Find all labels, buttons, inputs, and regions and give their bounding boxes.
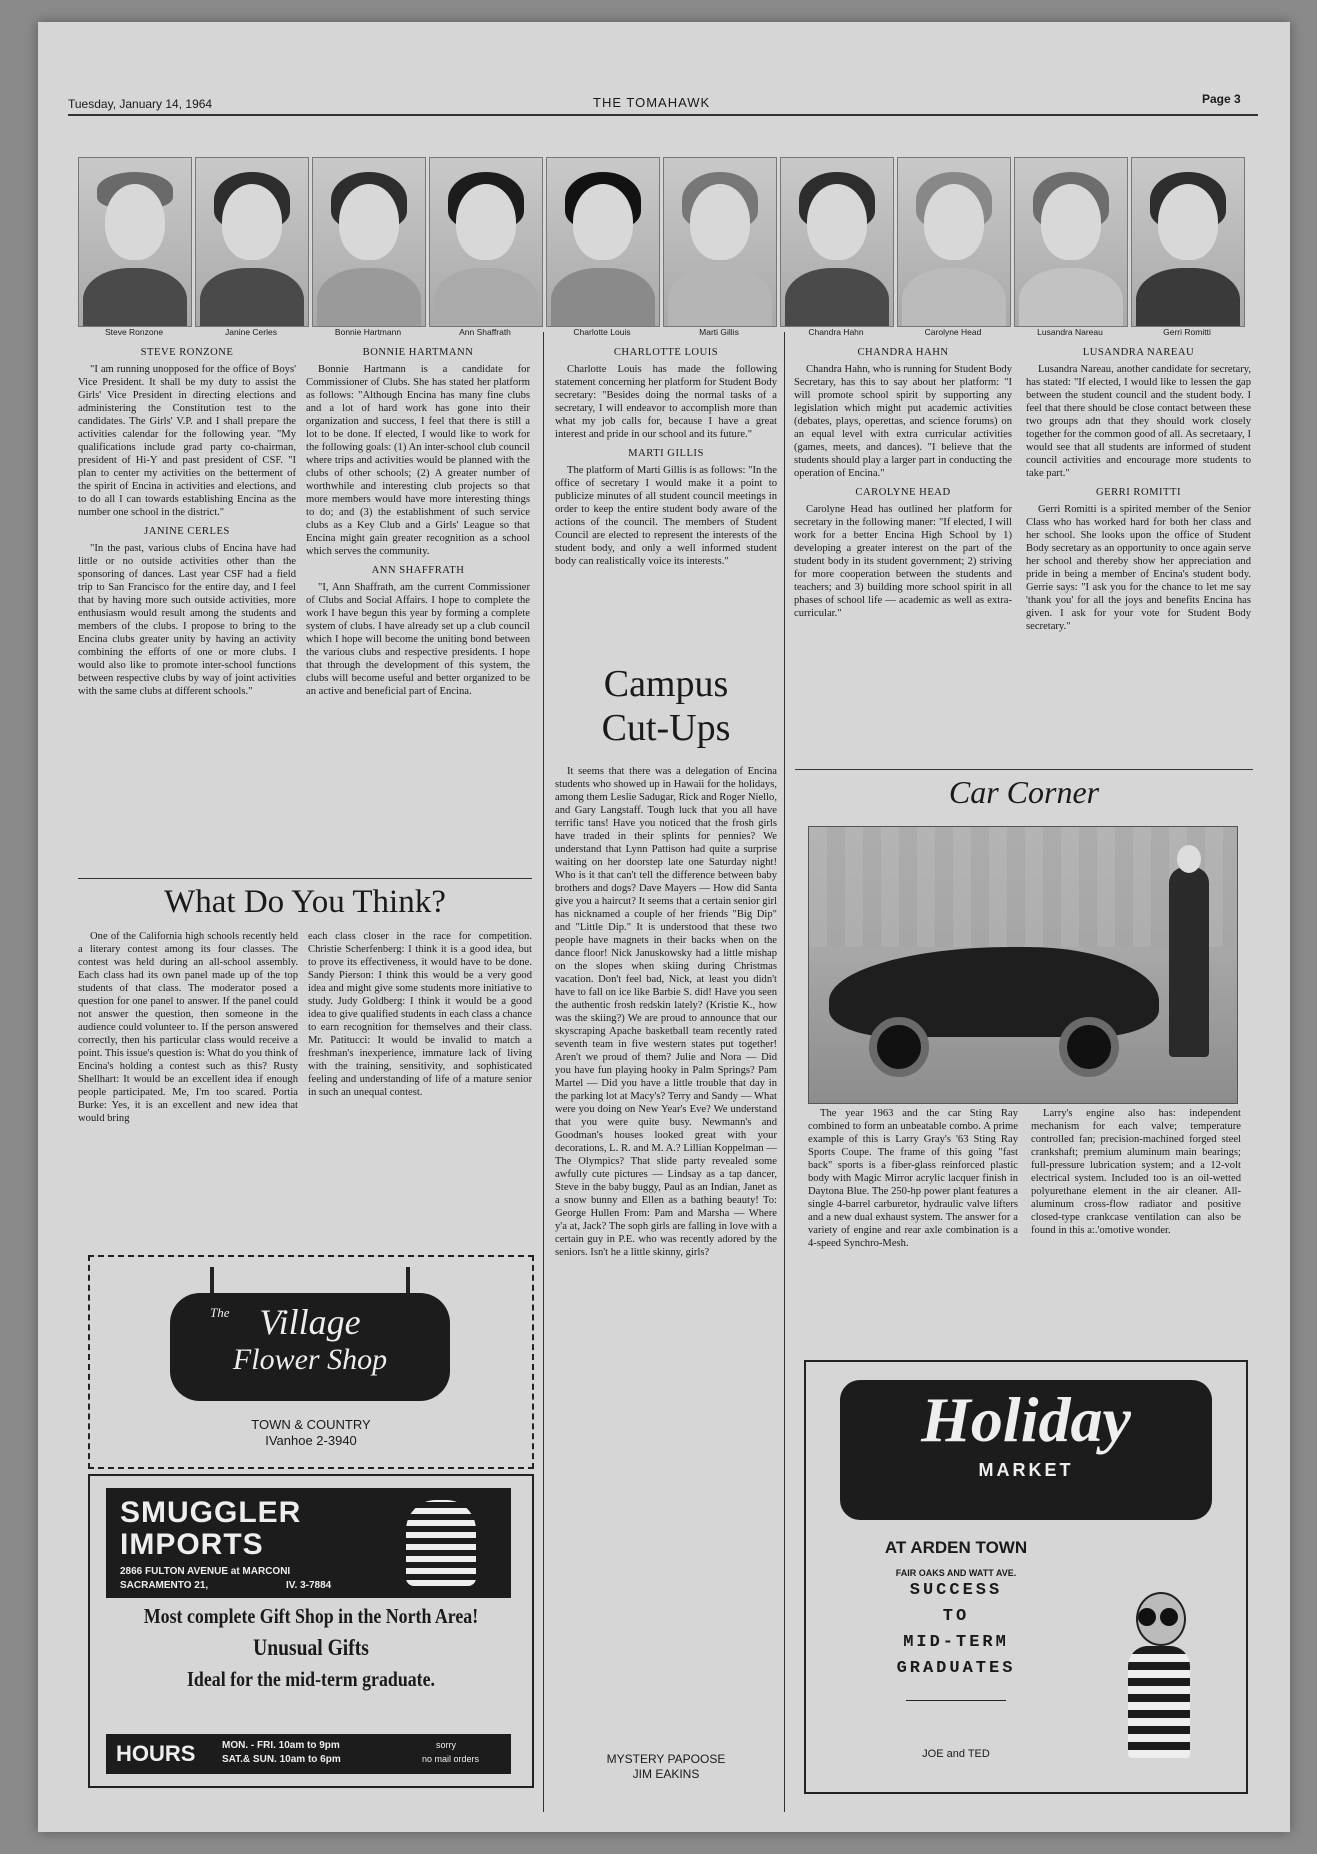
holiday-details — [806, 1538, 1106, 1578]
headline-hartmann: BONNIE HARTMANN — [362, 347, 474, 358]
holiday-message-1: SUCCESS — [909, 1581, 1003, 1600]
photo-cerles — [195, 157, 309, 327]
holiday-message-4: GRADUATES — [896, 1659, 1016, 1678]
graduate-mascot-icon — [1124, 1592, 1194, 1762]
smuggler-taglines — [90, 1604, 532, 1692]
flower-shop-name-2: Flower Shop — [232, 1343, 388, 1376]
caption-1: Steve Ronzone — [104, 327, 164, 337]
campus-cutups-column — [555, 765, 777, 1740]
column-divider — [784, 332, 785, 1812]
car-corner-col-1 — [808, 1107, 1018, 1337]
column-louis-gillis — [555, 340, 777, 660]
photo-louis — [546, 157, 660, 327]
holiday-message-3: MID-TERM — [903, 1633, 1009, 1652]
village-flower-shop-ad — [88, 1255, 534, 1469]
photo-ronzone — [78, 157, 192, 327]
holiday-address: FAIR OAKS AND WATT AVE. — [895, 1568, 1017, 1578]
byline-2: JIM EAKINS — [632, 1767, 700, 1781]
car-corner-col-2 — [1031, 1107, 1241, 1337]
holiday-market-ad — [804, 1360, 1248, 1794]
page-number: Page 3 — [1202, 92, 1241, 106]
photo-hartmann — [312, 157, 426, 327]
hours-weekday: MON. - FRI. 10am to 9pm — [222, 1740, 340, 1751]
flower-shop-name-1: Village — [259, 1302, 361, 1342]
flower-shop-sign — [170, 1293, 450, 1401]
flower-shop-location: TOWN & COUNTRY — [251, 1417, 371, 1432]
car-corner-text-2: Larry's engine also has: independent mechanism for each valve; temperature controlled fan; precision-machined forged steel crankshaft; premium aluminum main bearings; full-pressure lubrication system; and a 12-volt electrical system. Included too is an oil-wetted polyurethane element in the air cleaner. All-aluminum cross-flow radiator and positive closed-type crankcase ventilation can also be found in this a:.'omotive wonder. — [1031, 1108, 1241, 1236]
campus-cutups-title — [555, 662, 777, 750]
column-divider — [543, 332, 544, 1812]
article-cerles: "In the past, various clubs of Encina have had little or no outside activities other than the sponsoring of dances. Last year CSF had a field trip to San Francisco for the entire day, and I feel that by having more such outside activities, more enthusiasm would result among the students and members of the clubs. I propose to bring to the Encina clubs greater unity by having an activity combining the efforts of one or more clubs. I would also like to promote inter-school functions between respective clubs by way of joint activities with the same clubs at different schools." — [78, 543, 296, 697]
smuggler-tagline-2: Unusual Gifts — [253, 1635, 369, 1660]
article-head: Carolyne Head has outlined her platform for secretary in the following maner: "If elected, I will work for a better Encina High School by 1) developing a greater interest on the part of the student body in its student government; 2) striving for more cooperation between the students and teachers; and 3) building more school spirit in all phases of school life — academic as well as extra-curricular." — [794, 504, 1012, 619]
hours-label: HOURS — [116, 1741, 196, 1766]
photo-hahn — [780, 157, 894, 327]
car-corner-text-1: The year 1963 and the car Sting Ray combined to form an unbeatable combo. A prime example of this is Larry Gray's '63 Sting Ray Sports Coupe. The frame of this going "fast back" sports is a fiber-glass reinforced plastic body with Magic Mirror acrylic lacquer finish in Daytona Blue. The 250-hp power plant features a single 4-barrel carburetor, hydraulic valve lifters and a new dual exhaust system. The answer for a variety of engine and rear axle combination is a 4-speed Synchro-Mesh. — [808, 1108, 1018, 1249]
smuggler-tagline-1: Most complete Gift Shop in the North Area! — [143, 1604, 479, 1628]
article-romitti: Gerri Romitti is a spirited member of the Senior Class who has worked hard for both her class and her school. She looks upon the office of Student Body secretary as an opportunity to once again serve her school and thereby show her appreciation and pride in being a member of Encina's student body. Gerrie says: "I ask you for the chance to let me say 'thank you' for all the joys and benefits Encina has given. I ask for your vote for Student Body secretary." — [1026, 504, 1251, 632]
car-corner-title: Car Corner — [948, 774, 1100, 810]
campus-cutups-title-1: Campus — [603, 663, 729, 705]
what-do-you-think-title: What Do You Think? — [164, 884, 446, 920]
flower-shop-the: The — [210, 1305, 230, 1320]
hours-note-1: sorry — [436, 1740, 456, 1750]
caption-10: Gerri Romitti — [1163, 327, 1211, 337]
photo-romitti — [1131, 157, 1245, 327]
sting-ray-photo — [808, 826, 1238, 1104]
holiday-logo: Holiday — [921, 1384, 1131, 1455]
flower-shop-phone: IVanhoe 2-3940 — [265, 1433, 357, 1448]
what-do-you-think-text-1: One of the California high schools recently held a literary contest among its four classes. The contest was held during an all-school assembly. Each class had its own panel made up of the top students of that class. The moderator posed a question for one panel to answer. If the panel could not answer the question, then someone in the audience could volunteer to. If the person answered correctly, then his particular class would receive a point. This issue's question is: What do you think of Encina's holding a contest such as this? Rusty Shellhart: It would be an excellent idea if enough people participated. Me, I'm too scared. Portia Burke: Yes, it is an excellent and new idea that would bring — [78, 931, 298, 1124]
smuggler-imports-ad — [88, 1474, 534, 1788]
headline-head: CAROLYNE HEAD — [855, 487, 951, 498]
caption-7: Chandra Hahn — [808, 327, 864, 337]
column-ronzone-cerles — [78, 340, 296, 870]
headline-louis: CHARLOTTE LOUIS — [613, 347, 719, 358]
newspaper-page — [38, 22, 1290, 1832]
what-do-you-think-text-2: each class closer in the race for competition. Christie Scherfenberg: I think it is a good idea, but to prove its effectiveness, it would have to be done. Sandy Pierson: I think this would be a very good idea and might give some students more initiative to study. Judy Goldberg: I think it would be a good idea to give qualified students in each class a chance to earn recognition for themselves and their class. Mr. Patitucci: It would be invalid to match a freshman's inexperience, immature lack of living with the training, sensitivity, and sophisticated feeling and understanding of life of a mature senior in such an unequal contest. — [308, 931, 532, 1098]
masthead-rule — [68, 114, 1258, 116]
what-do-you-think-col-1 — [78, 930, 298, 1235]
article-gillis: The platform of Marti Gillis is as follows: "In the office of secretary I would make it a point to publicize minutes of all student council meetings in order to keep the entire student body aware of the actions of the council. The members of Student Council are elected to represent the interests of the student body, and only a well informed student body can realistically voice its interests." — [555, 465, 777, 567]
holiday-message-2: TO — [942, 1607, 970, 1626]
article-shaffrath: "I, Ann Shaffrath, am the current Commissioner of Clubs and Social Affairs. I hope to complete the work I have begun this year by forming a complete system of clubs. I have already set up a club council which I hope will become the uniting bond between the various clubs and respective presidents. I hope that through the development of this system, the clubs will become useful and better organized to be an active and beneficial part of Encina. — [306, 582, 530, 697]
caption-8: Carolyne Head — [924, 327, 982, 337]
what-do-you-think-col-2 — [308, 930, 532, 1235]
byline-1: MYSTERY PAPOOSE — [606, 1752, 726, 1766]
headline-romitti: GERRI ROMITTI — [1095, 487, 1182, 498]
holiday-logo-box — [840, 1380, 1212, 1520]
article-ronzone: "I am running unopposed for the office of Boys' Vice President. It shall be my duty to assist the Girls' Vice President in directing elections and administering the Constitution test to the candidates. The Girls' V.P. and I shall prepare the activities calendar for the following year. "My qualifications include grad party co-chairman, president of Hi-Y and past president of CSF. "I plan to center my activities on the betterment of the spirit of Encina in activities and elections, and to do all I can towards establishing Encina as the number one school in the district." — [78, 364, 296, 518]
pirate-mascot-icon — [406, 1500, 476, 1586]
article-hartmann: Bonnie Hartmann is a candidate for Commissioner of Clubs. She has stated her platform as follows: "Although Encina has many fine clubs and a lot of hard work has gone into their organization and success, I feel that there is still a lot to be done. If elected, I would like to work for the following goals: (1) An inter-school club council where trips and activities would be planned with the clubs of other schools; (2) A greater number of worthwhile and interesting club projects so that more members would have more interesting things to do; and (3) the establishment of such service clubs as a Key Club and a Girls' League so that Encina might gain greater recognition as a school which serves the community. — [306, 364, 530, 557]
smuggler-address: 2866 FULTON AVENUE at MARCONI — [120, 1566, 291, 1577]
article-hahn: Chandra Hahn, who is running for Student Body Secretary, has this to say about her platform: "I will promote school spirit by supporting any legislation which might put academic activities (debates, plays, operettas, and science forums) on an equal level with extra curricular activities (games, meets, and dances). "I believe that the students should play a larger part in conducting the operation of Encina." — [794, 364, 1012, 479]
smuggler-tagline-3: Ideal for the mid-term graduate. — [186, 1667, 436, 1691]
smuggler-banner — [106, 1488, 511, 1598]
photo-shaffrath — [429, 157, 543, 327]
section-rule — [795, 769, 1253, 770]
holiday-signature: JOE and TED — [922, 1748, 990, 1760]
smuggler-city: SACRAMENTO 21, — [120, 1580, 209, 1591]
smuggler-name-1: SMUGGLER — [120, 1496, 302, 1529]
smuggler-name-2: IMPORTS — [120, 1528, 264, 1561]
smuggler-hours-bar — [106, 1734, 511, 1774]
column-hahn-head — [794, 340, 1012, 760]
hours-note-2: no mail orders — [422, 1754, 480, 1764]
hours-weekend: SAT.& SUN. 10am to 6pm — [222, 1754, 341, 1765]
caption-5: Charlotte Louis — [573, 327, 631, 337]
column-nareau-romitti — [1026, 340, 1251, 760]
headline-gillis: MARTI GILLIS — [628, 448, 704, 459]
column-hartmann-shaffrath — [306, 340, 530, 870]
headline-cerles: JANINE CERLES — [144, 526, 230, 537]
article-nareau: Lusandra Nareau, another candidate for secretary, has stated: "If elected, I would like to lessen the gap between the student council and the student body. I feel that there should be close contact between these two groups adn that they should work closely together for the common good of all. As secretaary, I would see that all students are informed of student council activities and encourage more students to take part." — [1026, 364, 1251, 479]
headline-shaffrath: ANN SHAFFRATH — [371, 565, 465, 576]
caption-2: Janine Cerles — [225, 327, 277, 337]
photo-head — [897, 157, 1011, 327]
paper-name: THE TOMAHAWK — [593, 95, 711, 110]
photo-nareau — [1014, 157, 1128, 327]
article-louis: Charlotte Louis has made the following statement concerning her platform for Student Body secretary: "Besides doing the normal tasks of a secretary, I will endeavor to accomplish more than what my job calls for, because I have a great interest and pride in our school and its future." — [555, 364, 777, 440]
issue-date: Tuesday, January 14, 1964 — [68, 97, 213, 111]
campus-cutups-byline — [555, 1752, 777, 1782]
holiday-market-label: MARKET — [978, 1460, 1074, 1480]
smuggler-phone: IV. 3-7884 — [286, 1580, 332, 1591]
section-rule — [78, 878, 532, 879]
caption-6: Marti Gillis — [699, 327, 739, 337]
holiday-message — [806, 1578, 1106, 1682]
caption-3: Bonnie Hartmann — [334, 327, 402, 337]
headline-ronzone: STEVE RONZONE — [140, 347, 234, 358]
caption-4: Ann Shaffrath — [459, 327, 511, 337]
campus-cutups-text: It seems that there was a delegation of Encina students who showed up in Hawaii for the holidays, among them Leslie Sadugar, Rick and Roger Niello, and Gary Langstaff. Tough luck that you all have terrific tans! Have you noticed that the frosh girls have traded in their splints for pennies? We understand that Lynn Pattison had quite a surprise waiting on her doorstep late one Saturday night! Who is it that can't tell the difference between baby brothers and dogs? Dave Mayers — How did Santa give you a haircut? It seems that a certain senior girl has nicknamed a couple of her friends "Big Dip" and "Little Dip." It is understood that these two people have magnets in their backs when on the dance floor! Nick Januskowsky had a little mishap on the slopes when skiing during Christmas vacation. Don't feel bad, Nick, at least you didn't have to fall on ice like Barbie S. did! Have you seen the authentic frosh redskin lately? (Kristie K., how was the skiing?) We are proud to announce that our skyscraping Apache basketball team recently rated seventh team in five western states put together! Aren't we proud of them? Julie and Nora — Did you have fun playing hooky in Palm Springs? Pam Martel — Did you have a little trouble that day in the parking lot at Macy's? Terry and Sandy — What were you doing on New Year's Eve? We understand that you were quite busy. Newmann's and Goodman's houses looked great with your decorations, L. R. and M. A.? Lillian Koppelman — The Olympics? That slide party revealed some awfully cute pictures — Lindsay as a tap dancer, Steve in the baby buggy, Paul as an Indian, Janet as a snow bunny and Ellen as a bathing beauty! To: George Hullen From: Pam and Marsha — Where y'a at, Jack? The soph girls are falling in love with a certain guy in P.E. who was recently adored by the seniors. Isn't he a little skinny, girls? — [555, 766, 777, 1258]
caption-9: Lusandra Nareau — [1037, 327, 1103, 337]
headline-nareau: LUSANDRA NAREAU — [1082, 347, 1195, 358]
photo-gillis — [663, 157, 777, 327]
campus-cutups-title-2: Cut-Ups — [601, 707, 731, 749]
flower-shop-contact — [90, 1417, 532, 1449]
holiday-location: AT ARDEN TOWN — [884, 1538, 1028, 1557]
headline-hahn: CHANDRA HAHN — [857, 347, 949, 358]
